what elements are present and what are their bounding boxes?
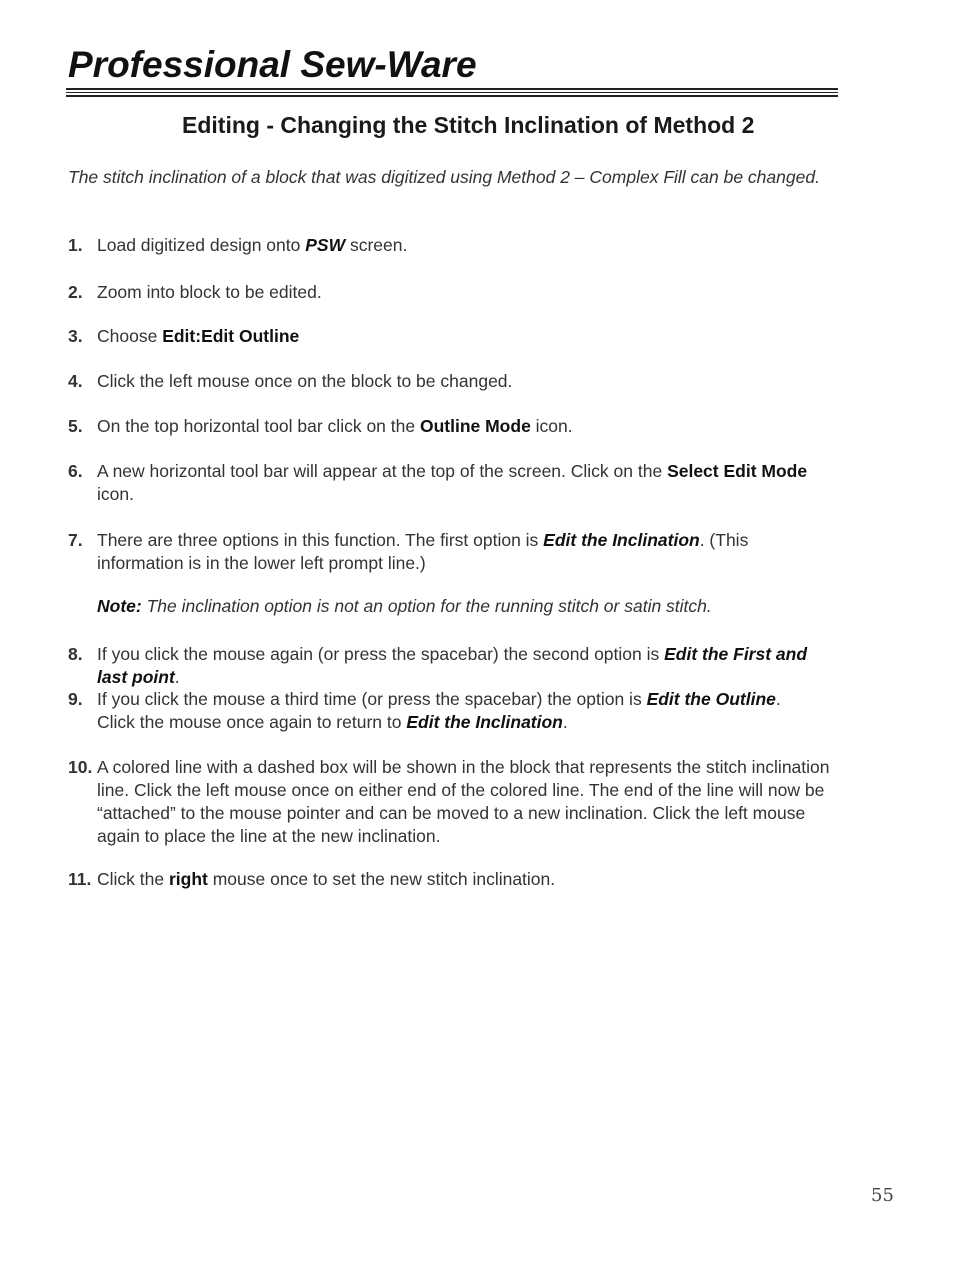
step-9: 9. If you click the mouse a third time (or press the spacebar) the option is Edit the Outline. Click the mouse once again to return to Edit the Inclination. (68, 689, 781, 732)
step-5: 5. On the top horizontal tool bar click on the Outline Mode icon. (68, 416, 573, 436)
step-number: 7. (68, 530, 83, 550)
step-11: 11. Click the right mouse once to set the new stitch inclination. (68, 869, 556, 889)
note-label: Note: (97, 596, 142, 616)
step-4: 4. Click the left mouse once on the block to be changed. (68, 371, 513, 391)
title-rule (66, 88, 838, 90)
step-number: 4. (68, 371, 83, 391)
step-10: 10. A colored line with a dashed box will be shown in the block that represents the stitch inclination line. Click the left mouse once on either end of the colored line. The end of the line will now be “attached” to the mouse pointer and can be moved to a new inclination. Click the left mouse again to place the line at the new inclination. (68, 757, 830, 846)
step-number: 5. (68, 416, 83, 436)
step-number: 3. (68, 326, 83, 346)
step-1: 1. Load digitized design onto PSW screen. (68, 235, 408, 255)
step-number: 10. (68, 757, 93, 777)
step-8: 8. If you click the mouse again (or press the spacebar) the second option is Edit the First and last point. (68, 644, 808, 687)
step-3: 3. Choose Edit:Edit Outline (68, 326, 300, 346)
title-rule (66, 92, 838, 93)
step-number: 2. (68, 282, 83, 302)
step-7: 7. There are three options in this function. The first option is Edit the Inclination. (This information is in the lower left prompt line.) (68, 530, 749, 573)
intro-paragraph: The stitch inclination of a block that was digitized using Method 2 – Complex Fill can be changed. (68, 167, 820, 187)
section-heading: Editing - Changing the Stitch Inclination of Method 2 (182, 112, 755, 138)
page-title: Professional Sew-Ware (68, 44, 477, 85)
step-6: 6. A new horizontal tool bar will appear at the top of the screen. Click on the Select Edit Mode icon. (68, 461, 808, 504)
note: Note: The inclination option is not an option for the running stitch or satin stitch. (97, 596, 712, 616)
step-number: 8. (68, 644, 83, 664)
step-number: 9. (68, 689, 83, 709)
title-rule (66, 95, 838, 97)
step-number: 11. (68, 869, 92, 889)
step-2: 2. Zoom into block to be edited. (68, 282, 322, 302)
step-number: 6. (68, 461, 83, 481)
step-number: 1. (68, 235, 83, 255)
page-number: 55 (871, 1185, 894, 1206)
